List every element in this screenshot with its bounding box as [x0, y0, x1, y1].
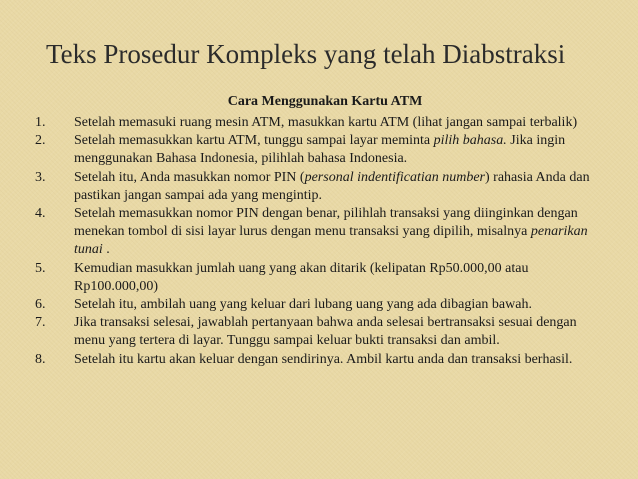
- step-number: 2.: [35, 133, 46, 149]
- step-text-segment: Jika ingin menggunakan Bahasa Indonesia, pilihlah bahasa Indonesia.: [74, 133, 566, 167]
- step-text: [74, 260, 604, 296]
- step-text-italic: penarikan tunai: [74, 224, 588, 258]
- list-item: [0, 260, 638, 296]
- step-text-segment: Jika transaksi selesai, jawablah pertanyaan bahwa anda selesai bertransaksi sesuai dengan menu yang tertera di layar. Tunggu sampai keluar bukti transaksi dan ambil.: [74, 315, 577, 349]
- step-text-segment: Kemudian masukkan jumlah uang yang akan ditarik (kelipatan Rp50.000,00 atau Rp100.000,00): [74, 260, 529, 294]
- step-text-segment: Setelah memasuki ruang mesin ATM, masukkan kartu ATM (lihat jangan sampai terbalik): [74, 115, 578, 130]
- step-text-segment: Setelah itu kartu akan keluar dengan sendirinya. Ambil kartu anda dan transaksi berhasil.: [74, 351, 573, 367]
- step-text-segment: Setelah itu, Anda masukkan nomor PIN (: [74, 169, 305, 185]
- step-text: [74, 132, 604, 168]
- list-item: [0, 132, 638, 168]
- list-item: [0, 351, 638, 369]
- step-text: [74, 169, 604, 205]
- step-number: 1.: [35, 115, 46, 130]
- step-text-italic: pilih bahasa.: [433, 133, 507, 149]
- list-item: [0, 296, 638, 314]
- step-text: [74, 296, 604, 314]
- step-number: 5.: [35, 260, 46, 276]
- step-text-segment: Setelah memasukkan nomor PIN dengan benar, pilihlah transaksi yang diinginkan dengan menekan tombol di sisi layar lurus dengan menu transaksi yang dipilih, misalnya: [74, 206, 578, 240]
- procedure-steps-list: [0, 114, 638, 369]
- list-item: [0, 169, 638, 205]
- step-text: [74, 205, 604, 260]
- list-item: [0, 314, 638, 350]
- step-number: 6.: [35, 297, 46, 313]
- slide-title: Teks Prosedur Kompleks yang telah Diabstraksi: [46, 39, 566, 69]
- step-text-segment: .: [102, 242, 110, 258]
- step-number: 7.: [35, 315, 46, 331]
- step-text-segment: Setelah memasukkan kartu ATM, tunggu sampai layar meminta: [74, 133, 434, 149]
- slide-subtitle: Cara Menggunakan Kartu ATM: [227, 94, 423, 109]
- step-number: 3.: [35, 169, 46, 185]
- step-number: 8.: [35, 351, 46, 367]
- step-text: [74, 114, 604, 132]
- list-item: [0, 114, 638, 132]
- step-text-segment: ) rahasia Anda dan pastikan jangan sampai ada yang mengintip.: [74, 169, 590, 203]
- step-text-italic: personal indentificatian number: [304, 169, 486, 185]
- step-number: 4.: [35, 206, 46, 222]
- step-text-segment: Setelah itu, ambilah uang yang keluar dari lubang uang yang ada dibagian bawah.: [74, 297, 532, 313]
- step-text: [74, 351, 604, 369]
- list-item: [0, 205, 638, 260]
- step-text: [74, 314, 604, 350]
